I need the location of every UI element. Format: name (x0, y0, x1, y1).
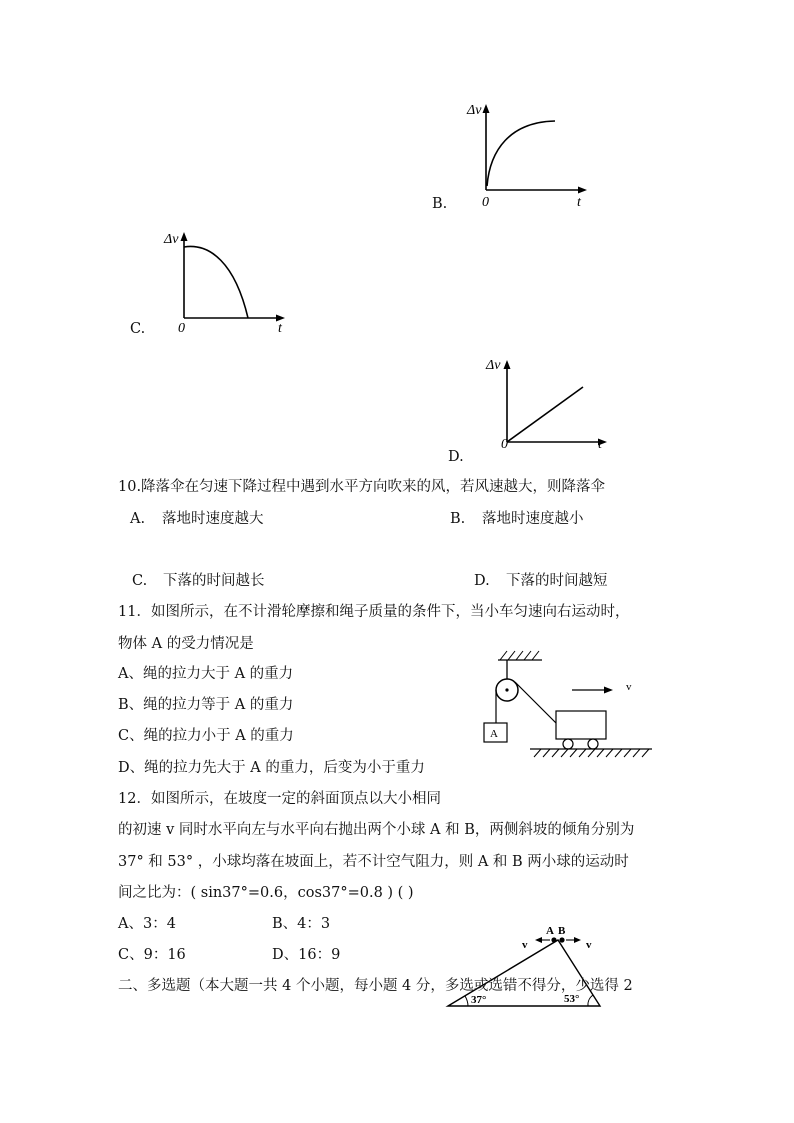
graph-d-line (507, 387, 583, 442)
graph-b-y-label: Δv (467, 103, 482, 118)
q11-option-b: B、绳的拉力等于 A 的重力 (118, 697, 294, 713)
graph-c-y-label: Δv (164, 232, 179, 247)
q11-option-c: C、绳的拉力小于 A 的重力 (118, 728, 294, 744)
angle-left-label: 37° (471, 994, 487, 1006)
angle-right-label: 53° (564, 993, 580, 1005)
q10-option-c-letter: C. (132, 573, 148, 589)
block-a-label: A (490, 728, 498, 740)
cart-wheel-left (563, 739, 573, 749)
graph-c-origin: 0 (178, 321, 185, 336)
q12-line2: 的初速 v 同时水平向左与水平向右抛出两个小球 A 和 B，两侧斜坡的倾角分别为 (118, 822, 635, 838)
graph-c-x-label: t (278, 321, 282, 336)
graph-d-y-arrow (504, 360, 511, 369)
graph-b-origin: 0 (482, 195, 489, 210)
q12-option-c: C、9：16 (118, 947, 186, 963)
graph-c (160, 228, 295, 338)
ball-b-label: B (558, 925, 566, 937)
q12-option-b: B、4：3 (272, 916, 331, 932)
q10-option-d-text: 下落的时间越短 (506, 573, 608, 589)
graph-b-curve (487, 121, 555, 186)
graph-b-label: B. (432, 196, 448, 212)
q12-line1: 12．如图所示，在坡度一定的斜面顶点以大小相同 (118, 791, 441, 807)
ball-a-label: A (546, 925, 554, 937)
velocity-left-label: v (522, 939, 528, 951)
cart-wheel-right (588, 739, 598, 749)
pulley-axle (505, 688, 508, 691)
cart (556, 711, 606, 739)
graph-d-origin: 0 (501, 437, 508, 452)
velocity-arrowhead (604, 687, 613, 694)
q12-line3: 37° 和 53° ，小球均落在坡面上，若不计空气阻力，则 A 和 B 两小球的运动时 (118, 854, 629, 870)
graph-b-y-arrow (483, 104, 490, 113)
velocity-label: v (626, 681, 632, 693)
graph-c-label: C. (130, 321, 146, 337)
q12-option-d: D、16：9 (272, 947, 341, 963)
graph-d (482, 352, 617, 452)
rope-slanted (515, 682, 556, 723)
q10-option-b-text: 落地时速度越小 (482, 511, 584, 527)
graph-b (460, 100, 595, 212)
q12-option-a: A、3：4 (118, 916, 176, 932)
graph-b-x-label: t (577, 195, 581, 210)
ground-hatching (534, 749, 649, 757)
q10-option-a-letter: A. (130, 511, 146, 527)
graph-d-y-label: Δv (486, 358, 501, 373)
q10-option-d-letter: D. (474, 573, 490, 589)
q11-option-d: D、绳的拉力先大于 A 的重力，后变为小于重力 (118, 760, 425, 776)
q12-line4: 间之比为：( sin37°=0.6，cos37°=0.8 ) ( ) (118, 885, 414, 901)
q11-option-a: A、绳的拉力大于 A 的重力 (118, 666, 294, 682)
graph-c-curve (184, 247, 248, 318)
velocity-right-arrowhead (574, 937, 581, 943)
velocity-left-arrowhead (535, 937, 542, 943)
q10-option-b-letter: B. (450, 511, 466, 527)
ball-b (559, 937, 564, 942)
graph-d-label: D. (448, 449, 464, 465)
section2-heading: 二、多选题（本大题一共 4 个小题，每小题 4 分，多选或选错不得分，少选得 2 (118, 978, 633, 994)
q10-stem: 10.降落伞在匀速下降过程中遇到水平方向吹来的风，若风速越大，则降落伞 (118, 479, 606, 495)
graph-b-x-arrow (578, 187, 587, 194)
q10-option-a-text: 落地时速度越大 (162, 511, 264, 527)
ball-a (551, 937, 556, 942)
q11-stem-line1: 11．如图所示，在不计滑轮摩擦和绳子质量的条件下，当小车匀速向右运动时， (118, 604, 630, 620)
q12-figure (440, 920, 610, 1012)
q11-stem-line2: 物体 A 的受力情况是 (118, 636, 254, 652)
q10-option-c-text: 下落的时间越长 (163, 573, 265, 589)
velocity-right-label: v (586, 939, 592, 951)
graph-c-y-arrow (181, 232, 188, 241)
q11-figure (480, 644, 660, 764)
graph-d-x-label: t (598, 437, 602, 452)
ceiling-hatching (500, 651, 539, 660)
